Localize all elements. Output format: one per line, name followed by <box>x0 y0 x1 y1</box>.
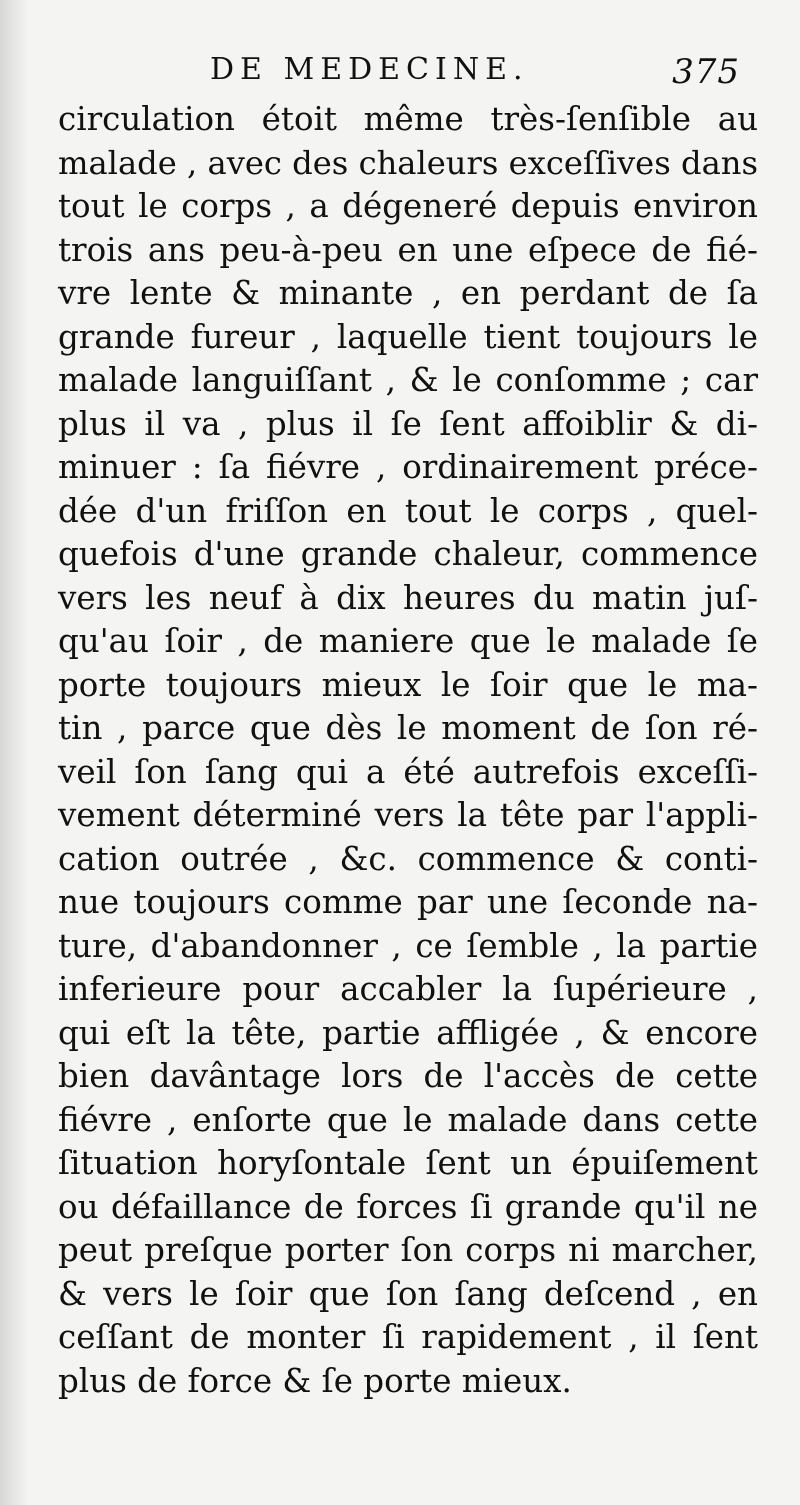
text-line: vers les neuf à dix heures du matin juſ- <box>58 578 758 617</box>
text-line: nue toujours comme par une ſeconde na- <box>58 883 758 921</box>
text-line: vre lente & minante , en perdant de ſa <box>58 274 758 312</box>
text-line: qui eſt la tête, partie affligée , & encore <box>58 1013 758 1052</box>
text-line: quefois d'une grande chaleur, commence <box>58 535 758 573</box>
text-line: plus il va , plus il ſe ſent affoiblir & di- <box>58 404 758 443</box>
text-line: dée d'un friſſon en tout le corps , quel- <box>58 491 758 530</box>
text-line: trois ans peu-à-peu en une eſpece de fié- <box>58 230 758 269</box>
text-line: ceſſant de monter ſi rapidement , il ſent <box>58 1318 758 1356</box>
page-gutter-shadow <box>0 0 28 1505</box>
text-line: inferieure pour accabler la ſupérieure , <box>58 970 758 1008</box>
text-line: minuer : ſa fiévre , ordinairement préce- <box>58 448 758 486</box>
text-line: peut preſque porter ſon corps ni marcher, <box>58 1231 758 1269</box>
text-line: cation outrée , &c. commence & conti- <box>58 839 758 878</box>
page-header <box>210 52 740 102</box>
page-number: 375 <box>672 52 740 92</box>
body-text <box>58 98 758 1403</box>
text-line: malade , avec des chaleurs exceſſives dans <box>58 143 758 182</box>
text-line: ture, d'abandonner , ce ſemble , la partie <box>58 926 758 965</box>
text-line: fiévre , enſorte que le malade dans cette <box>58 1100 758 1139</box>
text-line: tin , parce que dès le moment de ſon ré- <box>58 709 758 747</box>
text-line: tout le corps , a dégeneré depuis environ <box>58 187 758 225</box>
text-line: & vers le ſoir que ſon ſang deſcend , en <box>58 1274 758 1313</box>
text-line: bien davântage lors de l'accès de cette <box>58 1057 758 1095</box>
text-line: vement déterminé vers la tête par l'appli- <box>58 796 758 834</box>
text-line: grande fureur , laquelle tient toujours le <box>58 317 758 356</box>
running-head: DE MEDECINE. <box>210 52 529 87</box>
text-line: ſituation horyſontale ſent un épuiſement <box>58 1144 758 1182</box>
text-line: circulation étoit même très-ſenſible au <box>58 100 758 138</box>
text-line: veil ſon ſang qui a été autrefois exceſſi- <box>58 752 758 791</box>
text-line: porte toujours mieux le ſoir que le ma- <box>58 665 758 704</box>
text-line: plus de force & ſe porte mieux. <box>58 1361 572 1400</box>
text-line: malade languiſſant , & le conſomme ; car <box>58 361 758 399</box>
text-line: qu'au ſoir , de maniere que le malade ſe <box>58 622 758 660</box>
text-line: ou défaillance de forces ſi grande qu'il ne <box>58 1187 758 1226</box>
